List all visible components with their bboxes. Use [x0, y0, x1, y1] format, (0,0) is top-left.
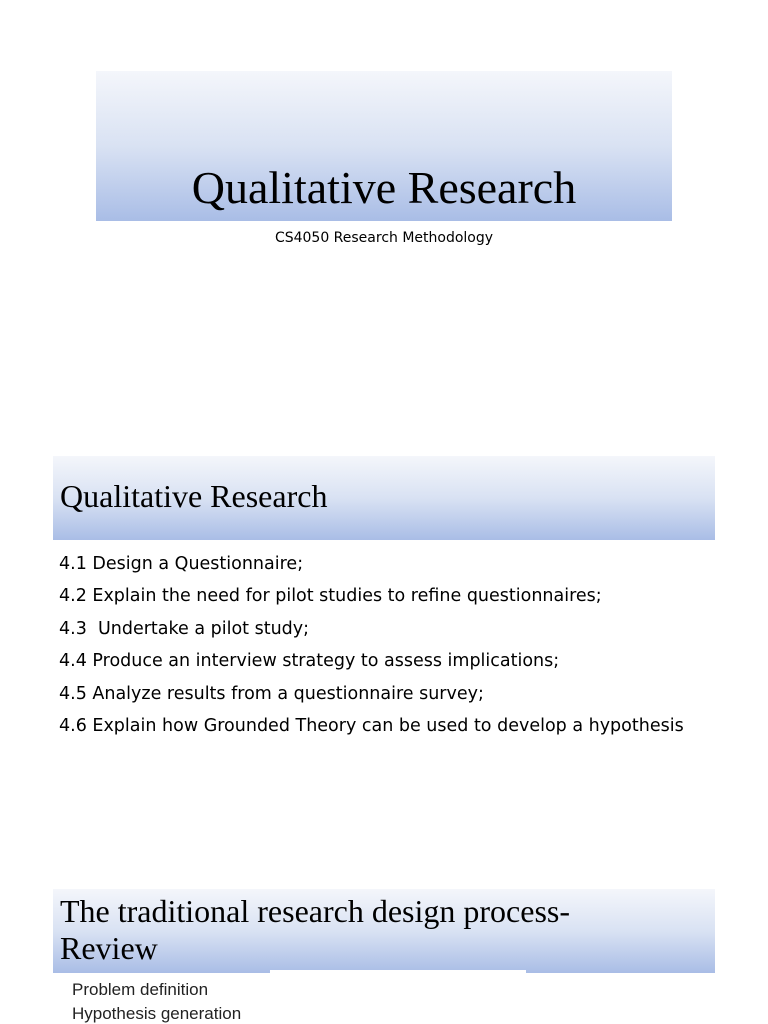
objective-item: 4.1 Design a Questionnaire;: [59, 554, 304, 574]
process-steps-list: [72, 978, 241, 1024]
process-heading-line-1: The traditional research design process-: [60, 893, 571, 929]
diagram-gap: [270, 970, 526, 974]
objectives-slide-heading: Qualitative Research: [60, 478, 328, 514]
objective-item: 4.4 Produce an interview strategy to assess implications;: [59, 651, 560, 672]
objective-item: 4.3 Undertake a pilot study;: [59, 618, 310, 639]
objective-item: 4.6 Explain how Grounded Theory can be used to develop a hypothesis: [59, 715, 684, 736]
objective-item: 4.5 Analyze results from a questionnaire survey;: [59, 683, 484, 704]
process-heading-line-2: Review: [60, 929, 158, 966]
process-step: Problem definition: [72, 980, 209, 999]
slide-subtitle: CS4050 Research Methodology: [274, 230, 494, 246]
process-slide-heading: [60, 893, 570, 967]
slide-title: Qualitative Research: [191, 162, 577, 213]
process-step: Hypothesis generation: [72, 1004, 242, 1023]
objective-item: 4.2 Explain the need for pilot studies to refine questionnaires;: [59, 586, 602, 607]
objectives-list: [59, 550, 684, 744]
